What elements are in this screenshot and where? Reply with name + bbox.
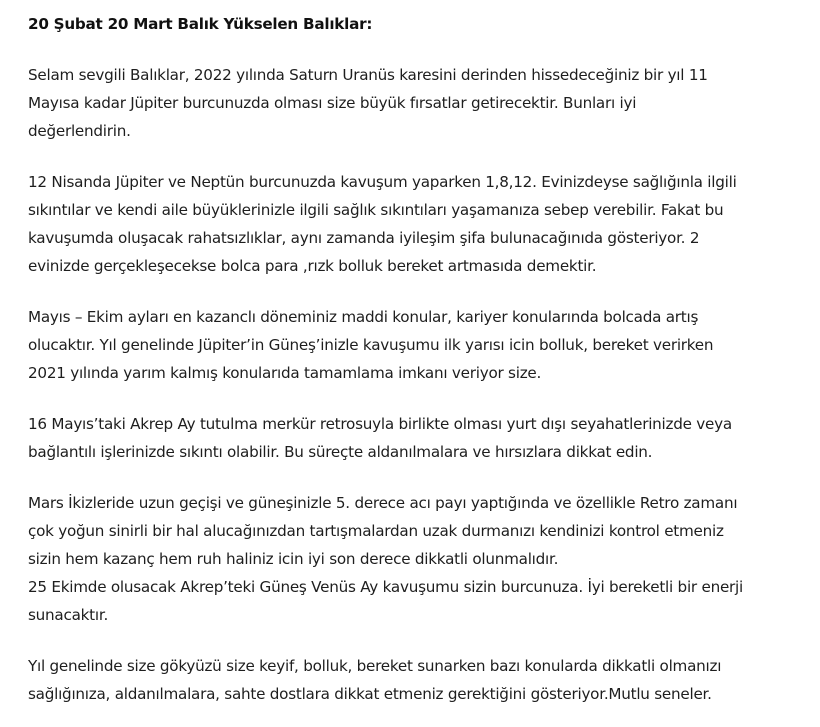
paragraph-may-october: Mayıs – Ekim ayları en kazanclı döneminiz maddi konular, kariyer konularında bolcada artış olucaktır. Yıl genelinde Jüpiter’in Güneş’inizle kavuşumu ilk yarısı icin bolluk, bereket verirken 2021 yılında yarım kalmış konularıda tamamlama imkanı veriyor size. [28,308,714,382]
paragraph-closing: Yıl genelinde size gökyüzü size keyif, bolluk, bereket sunarken bazı konularda dikkatli olmanızı sağlığınıza, aldanılmalara, sahte dostlara dikkat etmeniz gerektiğini gösteriyor.Mutlu seneler. [28,657,722,703]
paragraph-mars: Mars İkizleride uzun geçişi ve güneşinizle 5. derece acı payı yaptığında ve özellikle Retro zamanı çok yoğun sinirli bir hal alucağınızdan tartışmalardan uzak durmanızı kendinizi kontrol etmeniz sizin hem kazanç hem ruh haliniz icin iyi son derece dikkatli olunmalıdır. 25 Ekimde olusacak Akrep’teki Güneş Venüs Ay kavuşumu sizin burcunuza. İyi bereketli bir enerji sunacaktır. [28,494,743,624]
paragraph-eclipse: 16 Mayıs’taki Akrep Ay tutulma merkür retrosuyla birlikte olması yurt dışı seyahatlerinizde veya bağlantılı işlerinizde sıkıntı olabilir. Bu süreçte aldanılmalara ve hırsızlara dikkat edin. [28,415,732,461]
article [28,0,818,708]
paragraph-intro: Selam sevgili Balıklar, 2022 yılında Saturn Uranüs karesini derinden hissedeceğiniz bir yıl 11 Mayısa kadar Jüpiter burcunuzda olması size büyük fırsatlar getirecektir. Bunları iyi değerlendirin. [28,66,708,140]
article-title: 20 Şubat 20 Mart Balık Yükselen Balıklar: [28,15,373,33]
paragraph-jupiter-neptune: 12 Nisanda Jüpiter ve Neptün burcunuzda kavuşum yaparken 1,8,12. Evinizdeyse sağlığınla ilgili sıkıntılar ve kendi aile büyüklerinizle ilgili sağlık sıkıntıları yaşamanıza sebep verebilir. Fakat bu kavuşumda oluşacak rahatsızlıklar, aynı zamanda iyileşim şifa bulunacağınıda gösteriyor. 2 evinizde gerçekleşecekse bolca para ,rızk bolluk bereket artmasıda demektir. [28,173,737,275]
